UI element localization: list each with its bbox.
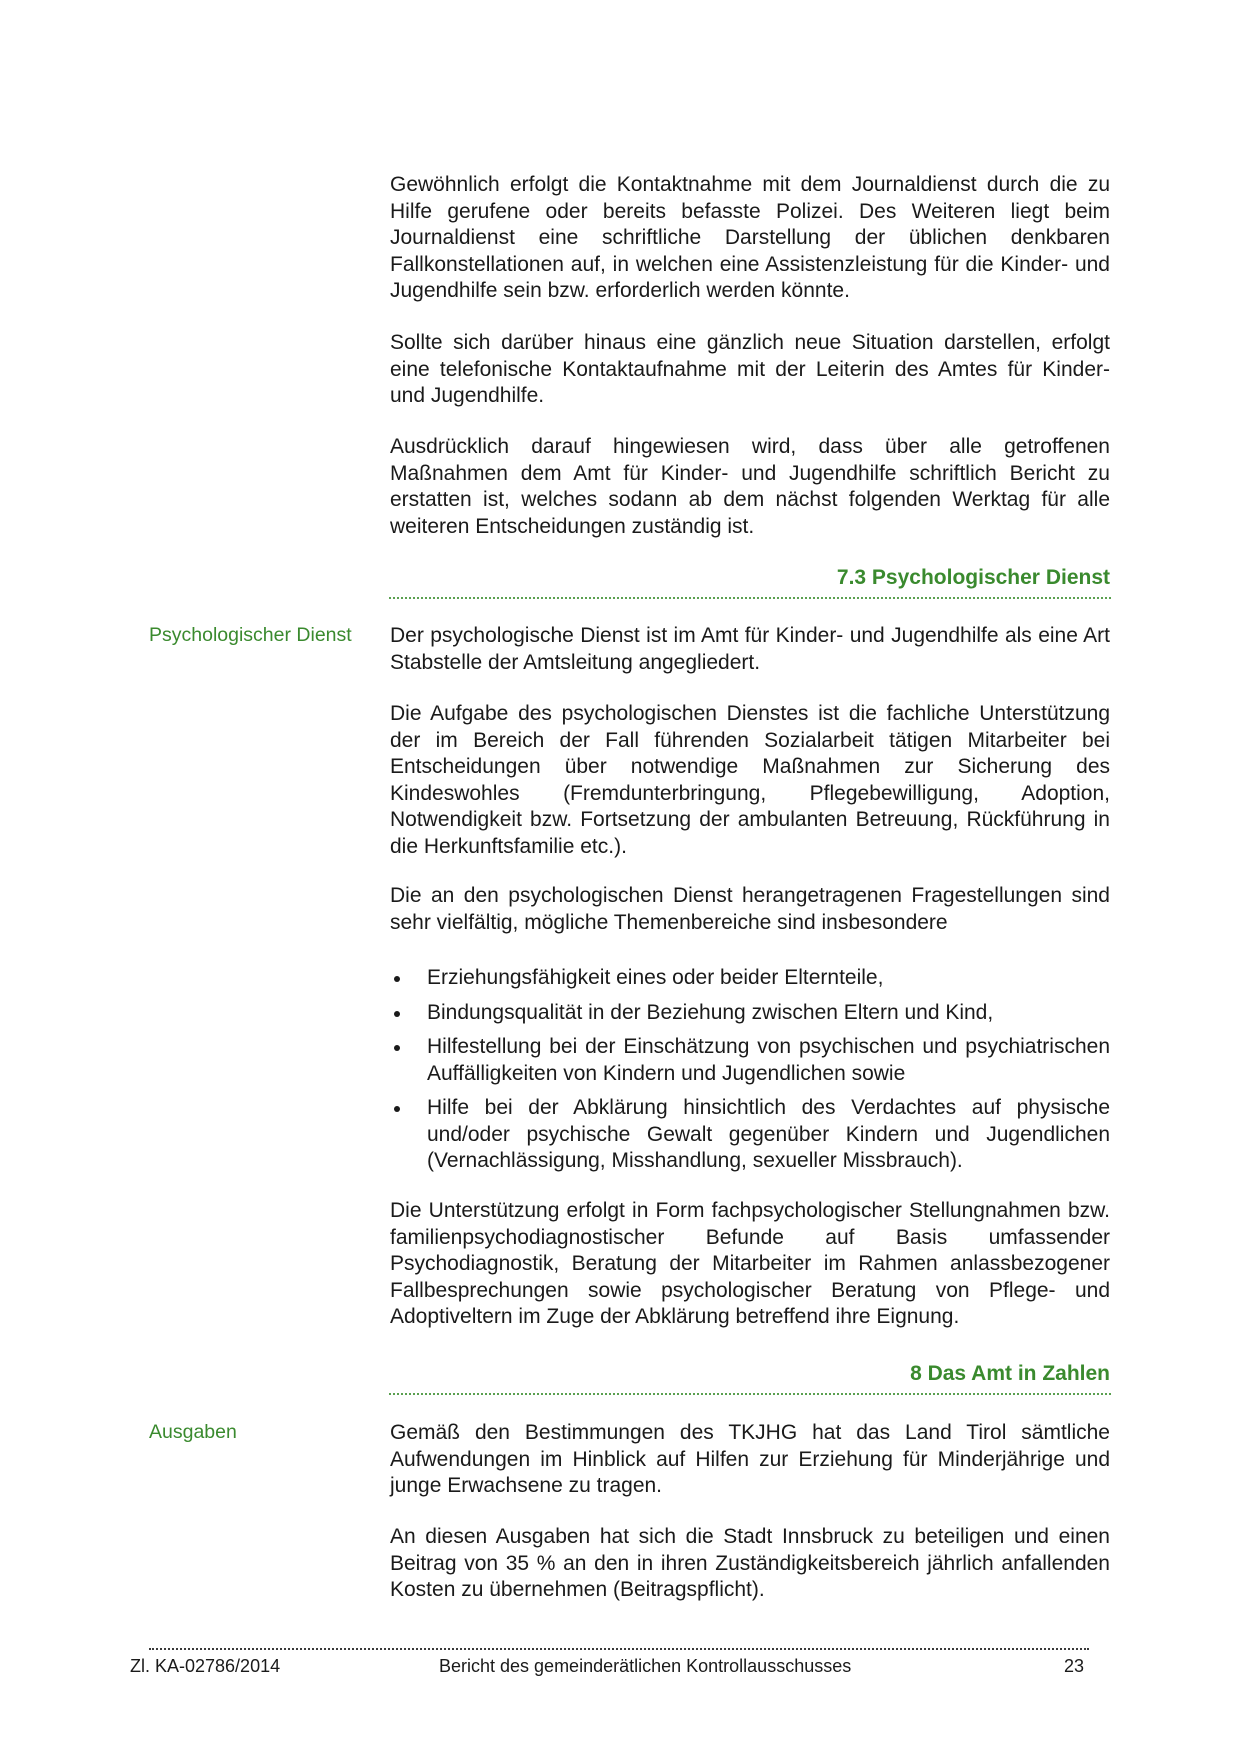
section-divider (389, 597, 1111, 599)
section-divider (389, 1393, 1111, 1395)
section73-paragraph-3: Die an den psychologischen Dienst herangetragenen Fragestellungen sind sehr vielfältig, mögliche Themenbereiche sind insbesondere (390, 884, 1110, 934)
margin-label-psychologischer-dienst: Psychologischer Dienst (149, 624, 352, 646)
footer-title: Bericht des gemeinderätlichen Kontrollausschusses (439, 1656, 852, 1676)
section73-paragraph-4: Die Unterstützung erfolgt in Form fachpsychologischer Stellungnahmen bzw. familienpsychodiagnostischer Befunde auf Basis umfassender Psychodiagnostik, Beratung der Mitarbeiter im Rahmen anlassbezogener Fallbesprechungen sowie psychologischer Beratung von Pflege- und Adoptiveltern im Zuge der Abklärung betreffend ihre Eignung. (390, 1199, 1110, 1328)
footer-divider (149, 1648, 1089, 1650)
section8-paragraph-1: Gemäß den Bestimmungen des TKJHG hat das Land Tirol sämtliche Aufwendungen im Hinblick auf Hilfen zur Erziehung für Minderjährige und junge Erwachsene zu tragen. (390, 1421, 1110, 1497)
bullet-icon (394, 1011, 400, 1017)
body-paragraph-1: Gewöhnlich erfolgt die Kontaktnahme mit dem Journaldienst durch die zu Hilfe gerufene oder bereits befasste Polizei. Des Weiteren liegt beim Journaldienst eine schriftliche Darstellung der üblichen denkbaren Fallkonstellationen auf, in welchen eine Assistenzleistung für die Kinder- und Jugendhilfe sein bzw. erforderlich werden könnte. (390, 173, 1110, 302)
bullet-icon (394, 1106, 400, 1112)
section8-paragraph-2: An diesen Ausgaben hat sich die Stadt Innsbruck zu beteiligen und einen Beitrag von 35 % an den in ihren Zuständigkeitsbereich jährlich anfallenden Kosten zu übernehmen (Beitragspflicht). (390, 1525, 1110, 1601)
bullet-icon (394, 1045, 400, 1051)
section-heading-7-3: 7.3 Psychologischer Dienst (836, 566, 1110, 589)
list-item: Bindungsqualität in der Beziehung zwischen Eltern und Kind, (390, 1000, 1110, 1027)
topics-bullet-list (390, 965, 1110, 1183)
bullet-icon (394, 976, 400, 982)
footer-page-number: 23 (1064, 1656, 1085, 1676)
list-item: Hilfestellung bei der Einschätzung von psychischen und psychiatrischen Auffälligkeiten von Kindern und Jugendlichen sowie (390, 1034, 1110, 1087)
section-heading-8: 8 Das Amt in Zahlen (910, 1362, 1110, 1385)
list-item: Erziehungsfähigkeit eines oder beider Elternteile, (390, 965, 1110, 992)
body-paragraph-3: Ausdrücklich darauf hingewiesen wird, dass über alle getroffenen Maßnahmen dem Amt für Kinder- und Jugendhilfe schriftlich Bericht zu erstatten ist, welches sodann ab dem nächst folgenden Werktag für alle weiteren Entscheidungen zuständig ist. (390, 435, 1110, 538)
section73-paragraph-2: Die Aufgabe des psychologischen Dienstes ist die fachliche Unterstützung der im Bereich der Fall führenden Sozialarbeit tätigen Mitarbeiter bei Entscheidungen über notwendige Maßnahmen zur Sicherung des Kindeswohles (Fremdunterbringung, Pflegebewilligung, Adoption, Notwendigkeit bzw. Fortsetzung der ambulanten Betreuung, Rückführung in die Herkunftsfamilie etc.). (390, 702, 1110, 858)
body-paragraph-2: Sollte sich darüber hinaus eine gänzlich neue Situation darstellen, erfolgt eine telefonische Kontaktaufnahme mit der Leiterin des Amtes für Kinder- und Jugendhilfe. (390, 331, 1110, 407)
footer-reference: Zl. KA-02786/2014 (130, 1656, 281, 1676)
margin-label-ausgaben: Ausgaben (149, 1421, 237, 1443)
list-item: Hilfe bei der Abklärung hinsichtlich des Verdachtes auf physische und/oder psychische Gewalt gegenüber Kindern und Jugendlichen (Vernachlässigung, Misshandlung, sexueller Missbrauch). (390, 1095, 1110, 1175)
section73-paragraph-1: Der psychologische Dienst ist im Amt für Kinder- und Jugendhilfe als eine Art Stabstelle der Amtsleitung angegliedert. (390, 624, 1110, 674)
